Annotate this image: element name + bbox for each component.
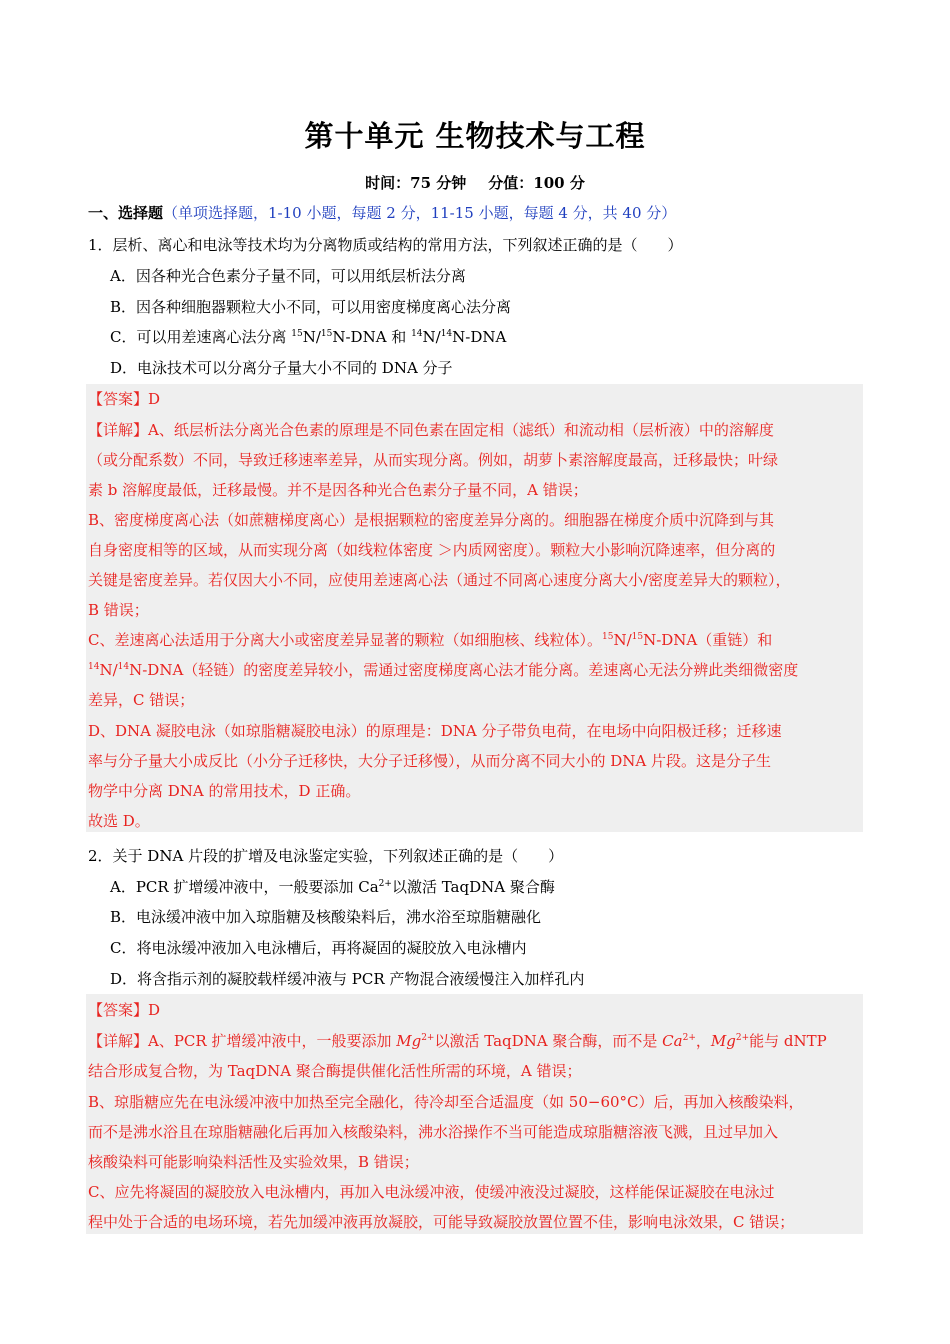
explanation-text: 以激活 TaqDNA 聚合酶，而不是	[434, 1032, 663, 1050]
explanation-line: B、琼脂糖应先在电泳缓冲液中加热至完全融化，待冷却至合适温度（如 50−60°C）后，再加入核酸染料，	[88, 1093, 804, 1111]
formula-mg: Mg	[710, 1032, 736, 1050]
superscript: 15	[291, 329, 303, 339]
superscript: 15	[601, 632, 614, 642]
explanation-line: 而不是沸水浴且在琼脂糖融化后再加入核酸染料，沸水浴操作不当可能造成琼脂糖溶液飞溅，且过早加入	[88, 1123, 779, 1141]
question-2-option-b: B．电泳缓冲液中加入琼脂糖及核酸染料后，沸水浴至琼脂糖融化	[110, 908, 542, 926]
explanation-line: 物学中分离 DNA 的常用技术，D 正确。	[88, 782, 361, 800]
question-1-option-b: B．因各种细胞器颗粒大小不同，可以用密度梯度离心法分离	[110, 298, 512, 316]
question-1-option-d: D．电泳技术可以分离分子量大小不同的 DNA 分子	[110, 359, 453, 377]
question-2-option-d: D．将含指示剂的凝胶载样缓冲液与 PCR 产物混合液缓慢注入加样孔内	[110, 970, 585, 988]
superscript: 14	[411, 329, 423, 339]
question-2-option-c: C．将电泳缓冲液加入电泳槽后，再将凝固的凝胶放入电泳槽内	[110, 939, 527, 957]
answer-label: 【答案】D	[88, 1001, 161, 1019]
page-title: 第十单元 生物技术与工程	[304, 119, 646, 153]
explanation-line: （或分配系数）不同，导致迁移速率差异，从而实现分离。例如，胡萝卜素溶解度最高，迁移最快；叶绿	[88, 451, 779, 469]
explanation-line: B 错误；	[88, 601, 149, 619]
explanation-line: B、密度梯度离心法（如蔗糖梯度离心）是根据颗粒的密度差异分离的。细胞器在梯度介质中沉降到与其	[88, 511, 775, 529]
explanation-text: N/	[99, 661, 118, 679]
explanation-line: D、DNA 凝胶电泳（如琼脂糖凝胶电泳）的原理是：DNA 分子带负电荷，在电场中向阳极迁移；迁移速	[88, 722, 782, 740]
section-heading	[88, 202, 676, 223]
option-a-text: 以激活 TaqDNA 聚合酶	[391, 878, 555, 896]
explanation-text: ，	[695, 1032, 711, 1050]
formula-ca: Ca	[662, 1032, 683, 1050]
question-2-stem: 2．关于 DNA 片段的扩增及电泳鉴定实验，下列叙述正确的是（ ）	[88, 847, 564, 865]
formula-mg: Mg	[396, 1032, 422, 1050]
explanation-text: N/	[613, 631, 632, 649]
answer-label: 【答案】D	[88, 390, 161, 408]
explanation-line: C、应先将凝固的凝胶放入电泳槽内，再加入电泳缓冲液，使缓冲液没过凝胶，这样能保证凝胶在电泳过	[88, 1183, 775, 1201]
explanation-text: N-DNA（重链）和	[643, 631, 773, 649]
explanation-line: 率与分子量大小成反比（小分子迁移快，大分子迁移慢），从而分离不同大小的 DNA 片段。这是分子生	[88, 752, 772, 770]
explanation-line: 素 b 溶解度最低，迁移最慢。并不是因各种光合色素分子量不同，A 错误；	[88, 481, 588, 499]
explanation-line	[88, 659, 798, 680]
explanation-line: 差异，C 错误；	[88, 691, 195, 709]
explanation-line: 核酸染料可能影响染料活性及实验效果，B 错误；	[88, 1153, 419, 1171]
superscript: 14	[440, 329, 453, 339]
explanation-text: 能与 dNTP	[749, 1032, 827, 1050]
explanation-text: 【详解】A、PCR 扩增缓冲液中，一般要添加	[88, 1032, 397, 1050]
explanation-line: 程中处于合适的电场环境，若先加缓冲液再放凝胶，可能导致凝胶放置位置不佳，影响电泳效果，C 错误；	[88, 1213, 795, 1231]
superscript: 2+	[378, 879, 392, 889]
exam-time: 时间：75 分钟	[365, 174, 467, 192]
superscript: 2+	[421, 1033, 435, 1043]
option-c-text: C．可以用差速离心法分离	[110, 328, 292, 346]
question-2-option-a	[110, 876, 555, 897]
explanation-text: N-DNA（轻链）的密度差异较小，需通过密度梯度离心法才能分离。差速离心无法分辨此类细微密度	[129, 661, 799, 679]
explanation-line	[88, 629, 772, 650]
exam-meta	[0, 172, 950, 193]
superscript: 14	[117, 662, 130, 672]
explanation-line: 自身密度相等的区域，从而实现分离（如线粒体密度 ＞内质网密度）。颗粒大小影响沉降速率，但分离的	[88, 541, 776, 559]
option-c-text: N-DNA	[452, 328, 507, 346]
question-1-stem: 1．层析、离心和电泳等技术均为分离物质或结构的常用方法，下列叙述正确的是（ ）	[88, 236, 683, 254]
explanation-line: 结合形成复合物，为 TaqDNA 聚合酶提供催化活性所需的环境，A 错误；	[88, 1062, 582, 1080]
superscript: 15	[631, 632, 644, 642]
explanation-line: 【详解】A、纸层析法分离光合色素的原理是不同色素在固定相（滤纸）和流动相（层析液）中的溶解度	[88, 421, 774, 439]
explanation-line	[88, 1030, 827, 1051]
superscript: 2+	[735, 1033, 750, 1043]
explanation-text: C、差速离心法适用于分离大小或密度差异显著的颗粒（如细胞核、线粒体）。	[88, 631, 602, 649]
option-c-text: N-DNA 和	[332, 328, 412, 346]
section-note: （单项选择题，1-10 小题，每题 2 分，11-15 小题，每题 4 分，共 40 分）	[163, 204, 677, 222]
explanation-line: 关键是密度差异。若仅因大小不同，应使用差速离心法（通过不同离心速度分离大小/密度差异大的颗粒），	[88, 571, 791, 589]
question-2-answer-box	[86, 994, 863, 1234]
superscript: 14	[88, 662, 100, 672]
option-c-text: N/	[302, 328, 321, 346]
exam-score: 分值：100 分	[488, 174, 585, 192]
superscript: 2+	[682, 1033, 696, 1043]
explanation-line: 故选 D。	[88, 812, 150, 830]
question-1-option-c	[110, 326, 506, 347]
option-c-text: N/	[422, 328, 441, 346]
question-1-option-a: A．因各种光合色素分子量不同，可以用纸层析法分离	[110, 267, 466, 285]
superscript: 15	[320, 329, 333, 339]
section-title: 一、选择题	[88, 204, 164, 222]
question-1-answer-box	[86, 384, 863, 832]
option-a-text: A．PCR 扩增缓冲液中，一般要添加 Ca	[110, 878, 379, 896]
